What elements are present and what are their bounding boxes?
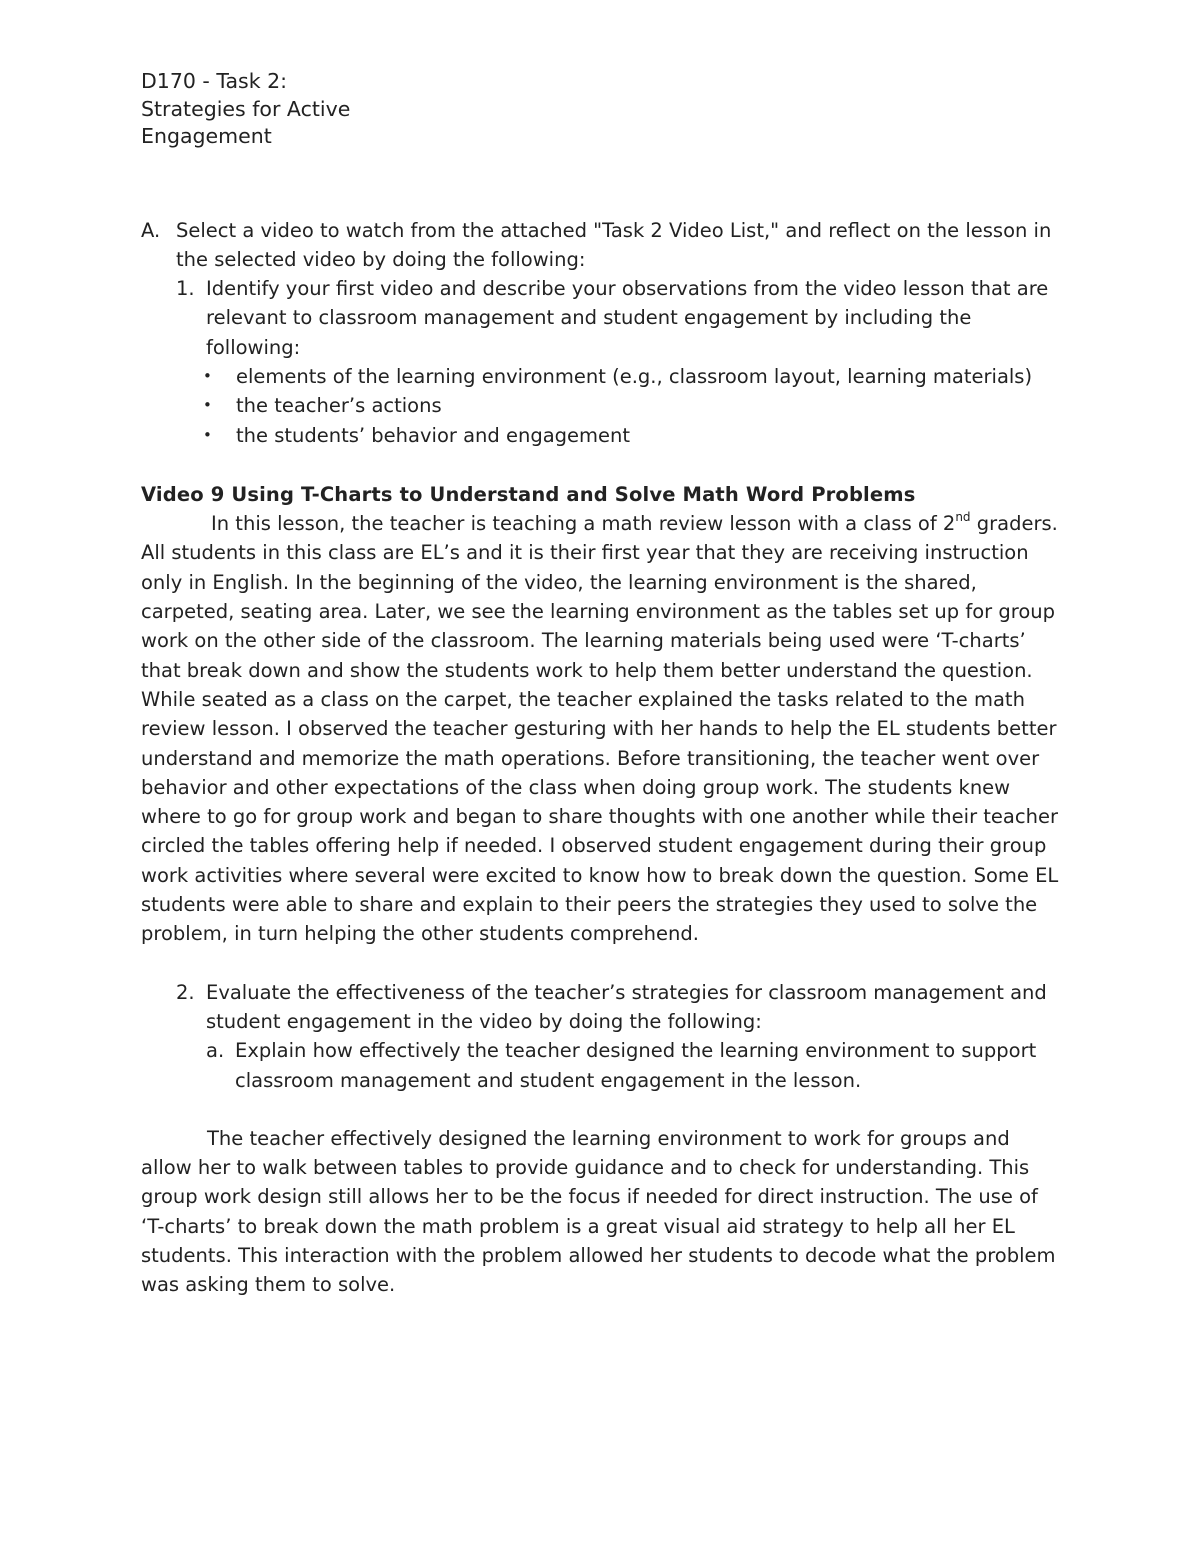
list-item-2-text: Evaluate the effectiveness of the teacher’s strategies for classroom management and student engagement in the video by doing the following: xyxy=(206,980,1047,1033)
video-observation-paragraph xyxy=(141,509,1061,948)
bullet-item xyxy=(203,421,1061,450)
section-a xyxy=(141,216,1061,450)
answer-paragraph: The teacher effectively designed the learning environment to work for groups and allow her to walk between tables to provide guidance and to check for understanding. This group work design still allows her to be the focus if needed for direct instruction. The use of ‘T-charts’ to break down the math problem is a great visual aid strategy to help all her EL students. This interaction with the problem allowed her students to decode what the problem was asking them to solve. xyxy=(141,1126,1056,1297)
sub-item-a-text: Explain how effectively the teacher designed the learning environment to support classroom management and student engagement in the lesson. xyxy=(235,1039,1037,1092)
list-item-1-text: Identify your first video and describe your observations from the video lesson that are relevant to classroom management and student engagement by including the following: xyxy=(206,277,1049,359)
list-item-2-marker: 2. xyxy=(176,980,195,1004)
sub-item-a-marker: a. xyxy=(206,1039,225,1063)
bullet-text: the teacher’s actions xyxy=(236,394,442,418)
section-a-text: Select a video to watch from the attached "Task 2 Video List," and reflect on the lesson in the selected video by doing the following: xyxy=(176,218,1052,271)
video-heading: Video 9 Using T-Charts to Understand and Solve Math Word Problems xyxy=(141,482,916,506)
title-line-3: Engagement xyxy=(141,124,272,148)
list-item-1 xyxy=(176,274,1061,450)
bullet-item xyxy=(203,391,1061,420)
paragraph-rest: graders. All students in this class are EL’s and it is their first year that they are receiving instruction only in English. In the beginning of the video, the learning environment is the shared, carpeted, seating area. Later, we see the learning environment as the tables set up for group work on the other side of the classroom. The learning materials being used were ‘T-charts’ that break down and show the students work to help them better understand the question. While seated as a class on the carpet, the teacher explained the tasks related to the math review lesson. I observed the teacher gesturing with her hands to help the EL students better understand and memorize the math operations. Before transitioning, the teacher went over behavior and other expectations of the class when doing group work. The students knew where to go for group work and began to share thoughts with one another while their teacher circled the tables offering help if needed. I observed student engagement during their group work activities where several were excited to know how to break down the question. Some EL students were able to share and explain to their peers the strategies they used to solve the problem, in turn helping the other students comprehend. xyxy=(141,512,1059,946)
document-content xyxy=(141,68,1061,1300)
bullet-marker: • xyxy=(203,425,212,444)
title-line-1: D170 - Task 2: xyxy=(141,69,288,93)
list-item-1-marker: 1. xyxy=(176,277,195,301)
bullet-marker: • xyxy=(203,396,212,415)
bullet-text: elements of the learning environment (e.g., classroom layout, learning materials) xyxy=(236,364,1033,388)
sub-item-a xyxy=(206,1036,1061,1095)
title-line-2: Strategies for Active xyxy=(141,96,351,121)
bullet-text: the students’ behavior and engagement xyxy=(236,423,631,447)
document-title xyxy=(141,68,1061,151)
paragraph-start: In this lesson, the teacher is teaching a math review lesson with a class of 2 xyxy=(211,512,956,536)
section-a-marker: A. xyxy=(141,218,161,242)
list-item-2 xyxy=(176,978,1061,1095)
ordinal-suffix: nd xyxy=(955,510,971,525)
bullet-marker: • xyxy=(203,366,212,385)
bullet-item xyxy=(203,362,1061,391)
